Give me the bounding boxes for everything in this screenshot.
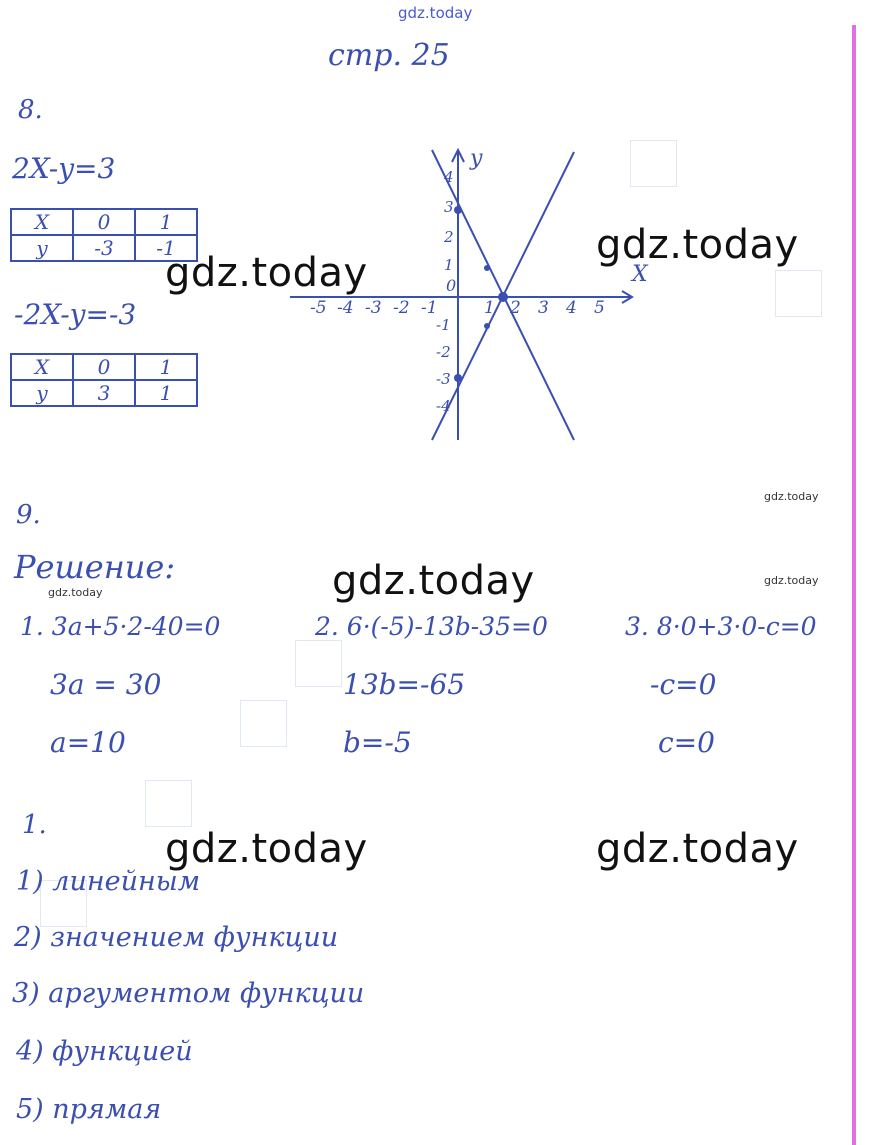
table1-x-label: X bbox=[11, 209, 73, 235]
solution-label: Решение: bbox=[14, 548, 176, 586]
margin-line bbox=[852, 25, 856, 1145]
answer-4: 4) функцией bbox=[16, 1036, 193, 1067]
task8-equation-2: -2X-y=-3 bbox=[14, 298, 137, 331]
table1-y-0: -3 bbox=[73, 235, 135, 261]
table2-x-1: 1 bbox=[135, 354, 197, 380]
watermark-small: gdz.today bbox=[764, 490, 819, 503]
task9-col3-line2: -c=0 bbox=[650, 668, 717, 701]
answer-3: 3) аргументом функции bbox=[12, 978, 365, 1009]
task9-number: 9. bbox=[16, 500, 41, 530]
origin-label: 0 bbox=[446, 276, 457, 295]
table1-x-1: 1 bbox=[135, 209, 197, 235]
y-tick-label: 3 bbox=[444, 198, 454, 216]
x-tick-label: 2 bbox=[510, 298, 521, 318]
task9-col1-line1: 1. 3a+5·2-40=0 bbox=[20, 612, 221, 641]
table2-y-label: y bbox=[11, 380, 73, 406]
answer-1: 1) линейным bbox=[16, 866, 201, 897]
task9-col3-line1: 3. 8·0+3·0-c=0 bbox=[625, 612, 817, 641]
x-tick-label: -5 bbox=[310, 298, 327, 318]
answer-2: 2) значением функции bbox=[14, 922, 339, 953]
x-tick-label: -4 bbox=[337, 298, 354, 318]
point-0-3 bbox=[454, 206, 462, 214]
watermark: gdz.today bbox=[332, 558, 535, 604]
line-2x-y-3 bbox=[432, 152, 574, 440]
top-watermark: gdz.today bbox=[398, 4, 473, 22]
watermark: gdz.today bbox=[596, 222, 799, 268]
table2-x-0: 0 bbox=[73, 354, 135, 380]
table2-y-1: 1 bbox=[135, 380, 197, 406]
table1-y-label: y bbox=[11, 235, 73, 261]
x-tick-label: 5 bbox=[594, 298, 605, 318]
point-0-neg3 bbox=[454, 374, 462, 382]
task8-equation-1: 2X-y=3 bbox=[12, 152, 116, 185]
watermark-small: gdz.today bbox=[764, 574, 819, 587]
point-1-1 bbox=[484, 265, 490, 271]
faint-grid-square bbox=[775, 270, 822, 317]
task9-col2-line2: 13b=-65 bbox=[343, 668, 466, 701]
y-axis-arrow bbox=[452, 150, 464, 162]
x-tick-label: -1 bbox=[421, 298, 438, 318]
point-intersection bbox=[498, 292, 508, 302]
task8-number: 8. bbox=[18, 95, 43, 125]
y-tick-label: -2 bbox=[436, 343, 451, 361]
x-tick-label: 3 bbox=[538, 298, 549, 318]
watermark: gdz.today bbox=[165, 826, 368, 872]
x-tick-label: -2 bbox=[393, 298, 410, 318]
x-tick-label: -3 bbox=[365, 298, 382, 318]
table1-y-1: -1 bbox=[135, 235, 197, 261]
page-label: стр. 25 bbox=[328, 38, 450, 73]
task9-col2-line3: b=-5 bbox=[343, 726, 412, 759]
y-tick-label: 2 bbox=[444, 228, 454, 246]
table2-y-0: 3 bbox=[73, 380, 135, 406]
x-axis-label: X bbox=[632, 262, 648, 287]
y-tick-label: -4 bbox=[436, 397, 451, 415]
y-tick-label: 4 bbox=[444, 168, 454, 186]
y-tick-label: 1 bbox=[444, 256, 454, 274]
faint-grid-square bbox=[295, 640, 342, 687]
watermark: gdz.today bbox=[165, 250, 368, 296]
x-axis-arrow bbox=[622, 291, 632, 303]
point-1-neg1 bbox=[484, 323, 490, 329]
task9-col2-line1: 2. 6·(-5)-13b-35=0 bbox=[315, 612, 548, 641]
table1-x-0: 0 bbox=[73, 209, 135, 235]
faint-grid-square bbox=[240, 700, 287, 747]
task9-col1-line3: a=10 bbox=[50, 726, 126, 759]
x-tick-label: 1 bbox=[484, 298, 495, 318]
y-tick-label: -1 bbox=[436, 316, 451, 334]
table2-x-label: X bbox=[11, 354, 73, 380]
task9-col1-line2: 3a = 30 bbox=[50, 668, 162, 701]
task1-number: 1. bbox=[22, 810, 47, 840]
watermark: gdz.today bbox=[596, 826, 799, 872]
watermark-small: gdz.today bbox=[48, 586, 103, 599]
y-tick-label: -3 bbox=[436, 370, 451, 388]
x-tick-label: 4 bbox=[566, 298, 577, 318]
y-axis-label: y bbox=[470, 146, 483, 171]
values-table-2 bbox=[10, 353, 198, 407]
line-neg2x-y-neg3 bbox=[432, 150, 574, 440]
answer-5: 5) прямая bbox=[16, 1094, 162, 1125]
faint-grid-square bbox=[145, 780, 192, 827]
task9-col3-line3: c=0 bbox=[658, 726, 715, 759]
faint-grid-square bbox=[630, 140, 677, 187]
